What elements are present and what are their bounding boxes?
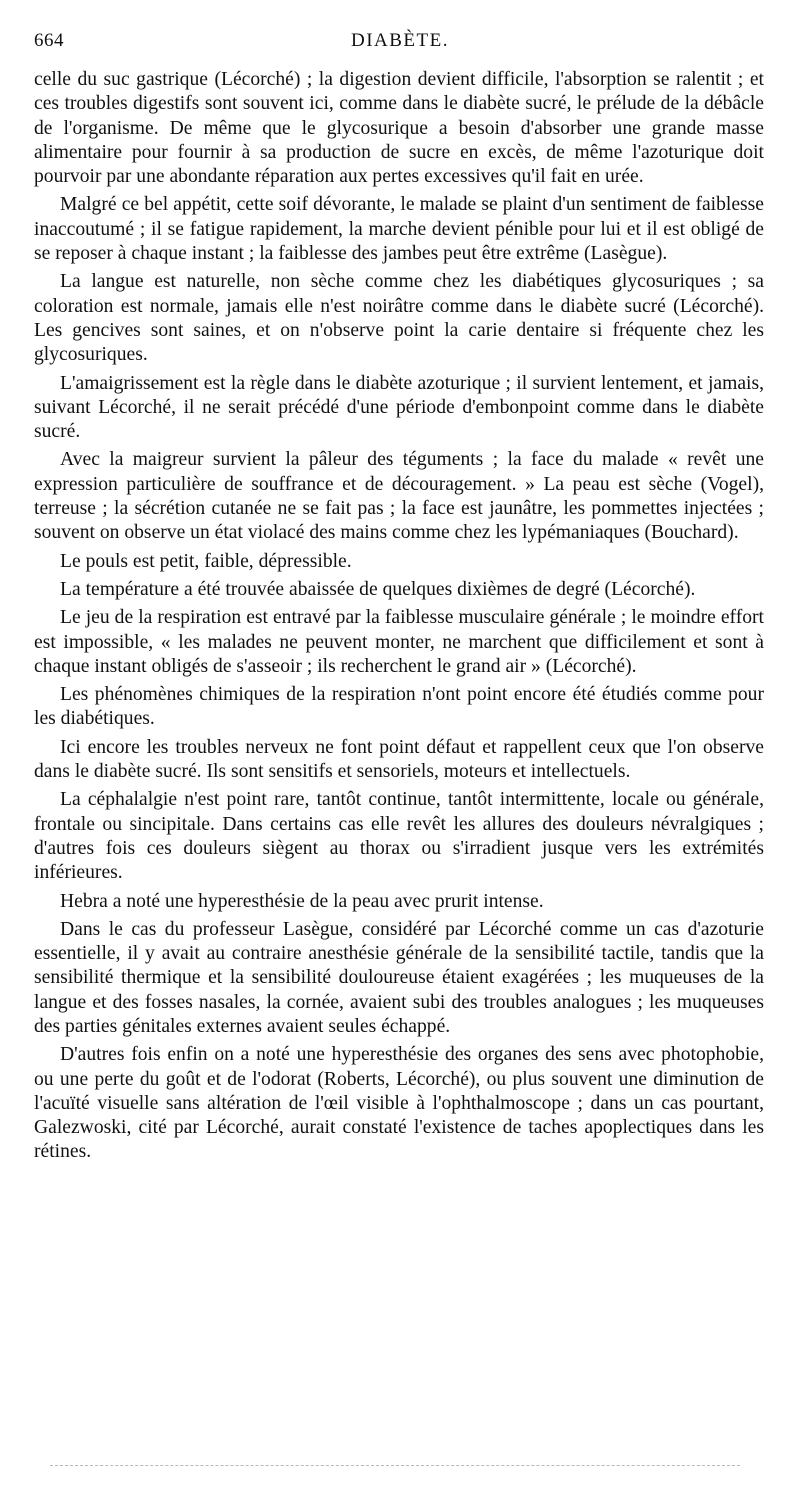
- running-title: DIABÈTE.: [350, 30, 449, 51]
- paragraph: celle du suc gastrique (Lécorché) ; la digestion devient difficile, l'absorption se ralentit ; et ces troubles digestifs sont souvent ici, comme dans le diabète sucré, le prélude de la débâcle de l'organisme. De même que le glycosurique a besoin d'absorber une grande masse alimentaire pour fournir à sa production de sucre en excès, de même l'azoturique doit pourvoir par une abondante réparation aux pertes excessives qu'il fait en urée.: [34, 69, 764, 188]
- paragraph: Hebra a noté une hyperesthésie de la peau avec prurit intense.: [60, 890, 544, 912]
- paragraph: Le jeu de la respiration est entravé par la faiblesse musculaire générale ; le moindre effort est impossible, « les malades ne peuvent monter, ne marchent que difficilement et sont à chaque instant obligés de s'asseoir ; ils recherchent le grand air » (Lécorché).: [34, 607, 764, 677]
- body-text: [34, 68, 764, 1169]
- paragraph: L'amaigrissement est la règle dans le diabète azoturique ; il survient lentement, et jamais, suivant Lécorché, il ne serait précédé d'une période d'embonpoint comme dans le diabète sucré.: [34, 372, 764, 443]
- paragraph: Ici encore les troubles nerveux ne font point défaut et rappellent ceux que l'on observe dans le diabète sucré. Ils sont sensitifs et sensoriels, moteurs et intellectuels.: [34, 736, 764, 783]
- paragraph: Malgré ce bel appétit, cette soif dévorante, le malade se plaint d'un sentiment de faiblesse inaccoutumé ; il se fatigue rapidement, la marche devient pénible pour lui et il est obligé de se reposer à chaque instant ; la faiblesse des jambes peut être extrême (Lasègue).: [34, 194, 764, 265]
- paragraph: La température a été trouvée abaissée de quelques dixièmes de degré (Lécorché).: [60, 578, 696, 600]
- page-header: [34, 30, 766, 58]
- page-number: 664: [34, 30, 64, 51]
- paragraph: Les phénomènes chimiques de la respiration n'ont point encore été étudiés comme pour les diabétiques.: [34, 684, 764, 730]
- footer-rule: [50, 1465, 740, 1466]
- paragraph: Avec la maigreur survient la pâleur des téguments ; la face du malade « revêt une expression particulière de souffrance et de découragement. » La peau est sèche (Vogel), terreuse ; la sécrétion cutanée ne se fait pas ; la face est jaunâtre, les pommettes injectées ; souvent on observe un état violacé des mains comme chez les lypémaniaques (Bouchard).: [34, 449, 764, 544]
- paragraph: D'autres fois enfin on a noté une hyperesthésie des organes des sens avec photophobie, ou une perte du goût et de l'odorat (Roberts, Lécorché), ou plus souvent une diminution de l'acuïté visuelle sans altération de l'œil visible à l'ophthalmoscope ; dans un cas pourtant, Galezwoski, cité par Lécorché, aurait constaté l'existence de taches apoplectiques dans les rétines.: [34, 1044, 764, 1163]
- paragraph: La céphalalgie n'est point rare, tantôt continue, tantôt intermittente, locale ou générale, frontale ou sincipitale. Dans certains cas elle revêt les allures des douleurs névralgiques ; d'autres fois ces douleurs siègent au thorax ou s'irradient jusque vers les extrémités inférieures.: [34, 789, 764, 884]
- paragraph: Le pouls est petit, faible, dépressible.: [60, 550, 352, 572]
- paragraph: Dans le cas du professeur Lasègue, considéré par Lécorché comme un cas d'azoturie essentielle, il y avait au contraire anesthésie générale de la sensibilité tactile, tandis que la sensibilité thermique et la sensibilité douloureuse étaient exagérées ; les muqueuses de la langue et des fosses nasales, la cornée, avaient subi des troubles analogues ; les muqueuses des parties génitales externes avaient seules échappé.: [34, 918, 764, 1037]
- paragraph: La langue est naturelle, non sèche comme chez les diabétiques glycosuriques ; sa coloration est normale, jamais elle n'est noirâtre comme dans le diabète sucré (Lécorché). Les gencives sont saines, et on n'observe point la carie dentaire si fréquente chez les glycosuriques.: [34, 271, 764, 366]
